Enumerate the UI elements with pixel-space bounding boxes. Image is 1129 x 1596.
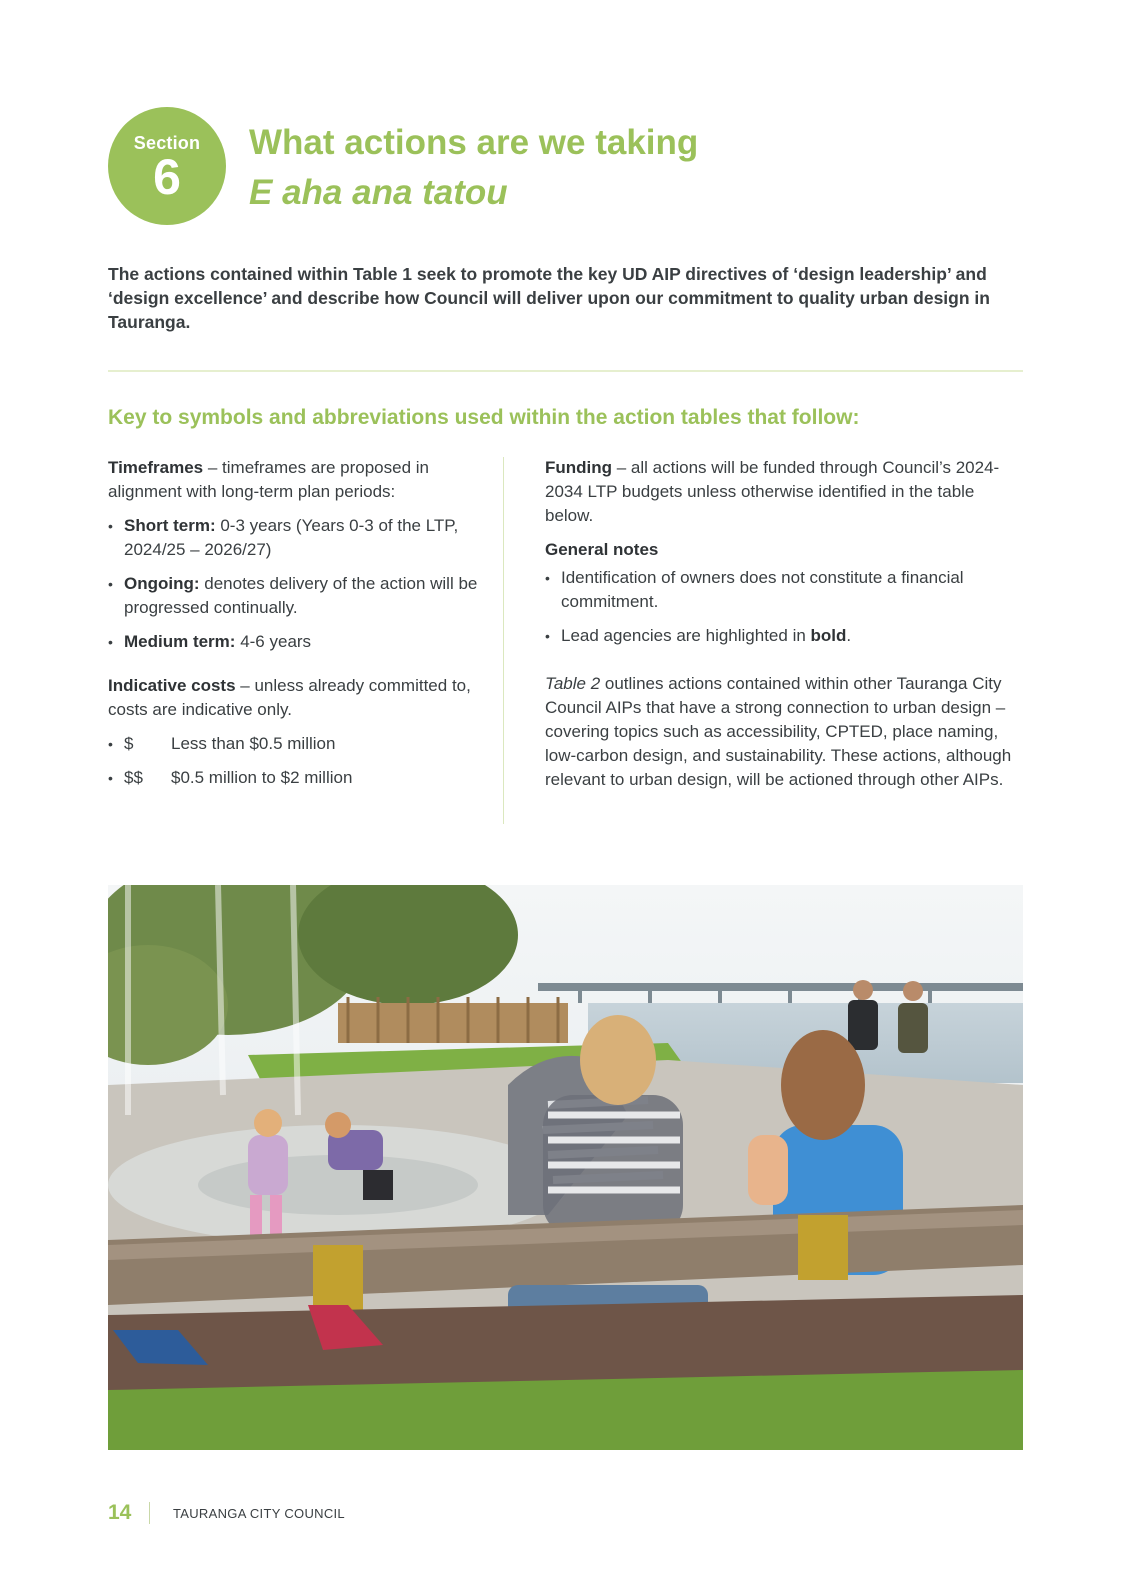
costs-term: Indicative costs xyxy=(108,676,236,695)
column-divider xyxy=(503,457,504,824)
costs-paragraph xyxy=(108,674,488,722)
list-item xyxy=(545,624,1020,648)
general-notes-list xyxy=(545,566,1020,648)
funding-paragraph xyxy=(545,456,1020,528)
list-item-desc: 0-3 years (Years 0-3 of the LTP, 2024/25 – 2026/27) xyxy=(124,516,459,559)
intro-paragraph: The actions contained within Table 1 seek to promote the key UD AIP directives of ‘design leadership’ and ‘design excellence’ and describe how Council will deliver upon our commitment to quality urban design in Tauranga. xyxy=(108,264,990,332)
section-divider xyxy=(108,370,1023,372)
page-title: What actions are we taking xyxy=(249,123,699,162)
key-right-column xyxy=(545,456,1020,792)
note-bold: bold xyxy=(810,626,847,645)
key-heading: Key to symbols and abbreviations used within the action tables that follow: xyxy=(108,406,860,429)
cost-symbol: $ xyxy=(124,734,134,753)
table2-ref: Table 2 xyxy=(545,674,601,693)
note-text: Lead agencies are highlighted in xyxy=(561,626,811,645)
cost-symbol: $$ xyxy=(124,768,143,787)
list-item-term: Ongoing: xyxy=(124,574,200,593)
list-item: • Identification of owners does not constitute a financial commitment. xyxy=(545,566,1020,614)
list-item xyxy=(108,630,488,654)
photo-illustration xyxy=(108,885,1023,1450)
timeframes-paragraph xyxy=(108,456,488,504)
list-item-desc: 4-6 years xyxy=(235,632,312,651)
timeframes-term: Timeframes xyxy=(108,458,204,477)
costs-desc: – unless already committed to, costs are indicative only. xyxy=(108,676,471,719)
list-item xyxy=(108,732,488,756)
section-label: Section xyxy=(133,133,201,153)
list-item xyxy=(108,514,488,562)
cost-desc: $0.5 million to $2 million xyxy=(171,768,353,787)
note-text-end: . xyxy=(846,626,852,645)
key-left-column xyxy=(108,456,488,790)
waterfront-photo xyxy=(108,885,1023,1450)
page-number: 14 xyxy=(108,1501,132,1524)
general-notes-heading: General notes xyxy=(545,540,659,559)
list-item-term: Short term: xyxy=(124,516,216,535)
list-item-desc: denotes delivery of the action will be progressed continually. xyxy=(124,574,478,617)
timeframes-list xyxy=(108,514,488,654)
funding-term: Funding xyxy=(545,458,613,477)
footer-divider xyxy=(149,1502,150,1524)
table2-paragraph xyxy=(545,672,1020,792)
list-item xyxy=(108,766,488,790)
list-item xyxy=(108,572,488,620)
costs-list xyxy=(108,732,488,790)
page-subtitle-maori: E aha ana tatou xyxy=(249,173,508,212)
section-badge xyxy=(108,107,226,225)
funding-desc: – all actions will be funded through Council’s 2024-2034 LTP budgets unless otherwise identified in the table below. xyxy=(545,458,1000,525)
footer-organisation: TAURANGA CITY COUNCIL xyxy=(173,1506,345,1521)
list-item-term: Medium term: xyxy=(124,632,236,651)
timeframes-desc: – timeframes are proposed in alignment with long-term plan periods: xyxy=(108,458,429,501)
section-number: 6 xyxy=(153,149,181,205)
table2-text: outlines actions contained within other Tauranga City Council AIPs that have a strong connection to urban design – covering topics such as accessibility, CPTED, place naming, low-carbon design, and sustainability. These actions, although relevant to urban design, will be actioned through other AIPs. xyxy=(545,674,1012,789)
cost-desc: Less than $0.5 million xyxy=(171,734,336,753)
